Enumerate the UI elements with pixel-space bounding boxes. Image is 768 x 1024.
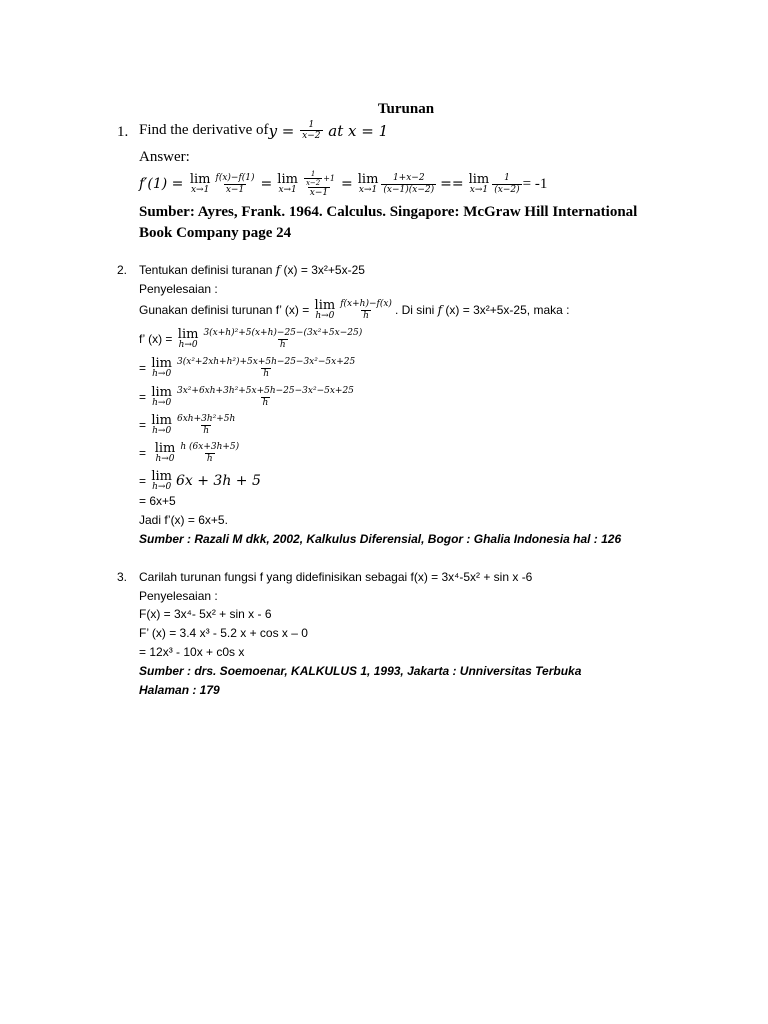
q2-question-text: Tentukan definisi turanan: [139, 263, 276, 277]
fraction-numerator: 6xh+3h²+5h: [177, 414, 236, 425]
nested-fraction: [304, 170, 322, 187]
limit: [151, 386, 172, 408]
limit-word: lim: [151, 413, 172, 428]
step-expression: 6x + 3h + 5: [176, 473, 261, 489]
limit-word: lim: [177, 327, 199, 342]
q1-question-text: Find the derivative of: [139, 122, 269, 139]
q2-step-7: = 6x+5: [139, 494, 176, 508]
limit: [151, 470, 172, 492]
limit: [277, 173, 298, 195]
limit-sub: h→0: [152, 426, 172, 436]
fraction-numerator: 3x²+6xh+3h²+5x+5h−25−3x²−5x+25: [177, 386, 354, 397]
q2-step-2: [139, 357, 358, 379]
page-title: Turunan: [377, 101, 435, 117]
limit: [190, 173, 211, 195]
q1-result: = -1: [522, 175, 548, 192]
limit: [469, 173, 490, 195]
step-prefix: =: [139, 361, 150, 375]
fraction-numerator: 1: [308, 120, 315, 130]
limit-sub: h→0: [315, 311, 335, 321]
q1-question-tail: at x = 1: [323, 121, 389, 140]
q2-step-1: [139, 328, 365, 350]
q2-source: Sumber : Razali M dkk, 2002, Kalkulus Diferensial, Bogor : Ghalia Indonesia hal : 126: [139, 532, 622, 546]
limit-sub: h→0: [152, 482, 172, 492]
q2-number: 2.: [117, 263, 128, 277]
q3-line-1: F(x) = 3x⁴- 5x² + sin x - 6: [139, 607, 272, 621]
fraction-numerator: f(x+h)−f(x): [340, 299, 392, 310]
limit-word: lim: [357, 172, 379, 188]
fraction-numerator: 1: [504, 173, 510, 184]
q3-line-3: = 12x³ - 10x + c0s x: [139, 645, 245, 659]
limit-word: lim: [151, 469, 172, 484]
q1-frac-2: [301, 170, 337, 198]
q2-step-3: [139, 386, 357, 408]
limit-sub: h→0: [152, 398, 172, 408]
q2-def-text3: (x) = 3x²+5x-25, maka :: [442, 303, 570, 317]
limit: [358, 173, 379, 195]
q3-source-line1: Sumber : drs. Soemoenar, KALKULUS 1, 1993, Jakarta : Unniversitas Terbuka: [139, 664, 582, 678]
q2-def-f: f: [437, 303, 443, 317]
limit-word: lim: [151, 385, 172, 400]
q2-definition-line: [139, 299, 569, 321]
fraction-denominator: (x−2): [494, 184, 520, 195]
q1-number: 1.: [117, 124, 129, 140]
step-prefix: =: [139, 390, 150, 404]
fraction-denominator: h: [363, 310, 369, 321]
q2-step-4: [139, 414, 238, 436]
fraction-denominator: x−2: [302, 131, 321, 142]
limit-word: lim: [277, 172, 298, 188]
limit-word: lim: [154, 441, 176, 456]
fraction-denominator: h: [203, 425, 210, 436]
limit-word: lim: [314, 298, 336, 313]
q1-frac-3: [381, 173, 436, 195]
q3-line-2: F’ (x) = 3.4 x³ - 5.2 x + cos x – 0: [139, 626, 308, 640]
fraction-denominator: h: [206, 453, 213, 464]
limit-word: lim: [151, 356, 172, 371]
limit: [155, 442, 176, 464]
q1-source-line2: Book Company page 24: [139, 225, 292, 241]
equals-sign: =: [341, 176, 353, 193]
limit-sub: h→0: [178, 340, 198, 350]
limit-word: lim: [189, 172, 211, 188]
fraction-denominator: h: [279, 339, 286, 350]
fraction-denominator: h: [262, 397, 269, 408]
limit: [151, 357, 172, 379]
q1-frac-4: [492, 173, 521, 195]
q2-def-fraction: [338, 299, 394, 321]
limit: [151, 414, 172, 436]
fraction-numerator: 3(x²+2xh+h²)+5x+5h−25−3x²−5x+25: [177, 357, 356, 368]
q1-eq-lhs: f′(1) =: [139, 176, 188, 193]
fraction-numerator: 1+x−2: [392, 173, 425, 184]
fraction-numerator: h (6x+3h+5): [180, 442, 240, 453]
q2-question-tail: (x) = 3x²+5x-25: [280, 263, 365, 277]
limit: [178, 328, 199, 350]
equals-sign: ==: [440, 176, 464, 193]
fraction-numerator: 1: [310, 170, 316, 178]
step-fraction: [178, 442, 241, 464]
q2-conclusion: Jadi f’(x) = 6x+5.: [139, 513, 228, 527]
q2-def-text2: . Di sini: [394, 303, 438, 317]
q2-step-6: [139, 470, 261, 492]
q3-number: 3.: [117, 570, 128, 584]
q1-question-math: y =: [268, 121, 300, 140]
step-fraction: [175, 414, 237, 436]
q3-question: Carilah turunan fungsi f yang didefinisikan sebagai f(x) = 3x⁴-5x² + sin x -6: [139, 570, 533, 584]
limit-sub: h→0: [155, 454, 175, 464]
step-prefix: =: [139, 446, 153, 460]
q2-question: [139, 263, 365, 277]
q2-penyelesaian: Penyelesaian :: [139, 282, 218, 296]
fraction-numerator: [301, 170, 337, 187]
fraction-denominator: (x−1)(x−2): [383, 184, 435, 195]
q1-equation: [139, 170, 547, 198]
q2-def-text: Gunakan definisi turunan f’ (x) =: [139, 303, 313, 317]
equals-sign: =: [260, 176, 273, 193]
limit-sub: x→1: [190, 185, 210, 196]
limit: [315, 299, 336, 321]
fraction-denominator: x−2: [305, 179, 321, 188]
step-prefix: =: [139, 474, 150, 488]
q1-frac-1: [213, 173, 256, 195]
fraction-denominator: x−1: [309, 188, 329, 199]
q1-answer-label: Answer:: [139, 149, 190, 165]
step-fraction: [201, 328, 364, 350]
limit-sub: h→0: [152, 369, 172, 379]
q1-question-fraction: [300, 120, 322, 142]
q2-question-f: f: [275, 263, 281, 277]
step-prefix: =: [139, 418, 150, 432]
q2-step-5: [139, 442, 242, 464]
q3-penyelesaian: Penyelesaian :: [139, 589, 218, 603]
q1-source-line1: Sumber: Ayres, Frank. 1964. Calculus. Singapore: McGraw Hill International: [139, 204, 638, 220]
step-fraction: [175, 386, 356, 408]
q3-source-line2: Halaman : 179: [139, 683, 220, 697]
limit-sub: x→1: [278, 185, 297, 196]
nested-plus: +1: [323, 173, 336, 183]
limit-word: lim: [468, 172, 490, 188]
fraction-numerator: 3(x+h)²+5(x+h)−25−(3x²+5x−25): [203, 328, 363, 339]
limit-sub: x→1: [469, 185, 489, 196]
limit-sub: x→1: [358, 185, 378, 196]
fraction-denominator: h: [263, 368, 269, 379]
fraction-denominator: x−1: [225, 184, 245, 195]
step-fraction: [175, 357, 357, 379]
q1-question: [139, 120, 388, 142]
fraction-numerator: f(x)−f(1): [215, 173, 255, 184]
step-prefix: f’ (x) =: [139, 332, 176, 346]
